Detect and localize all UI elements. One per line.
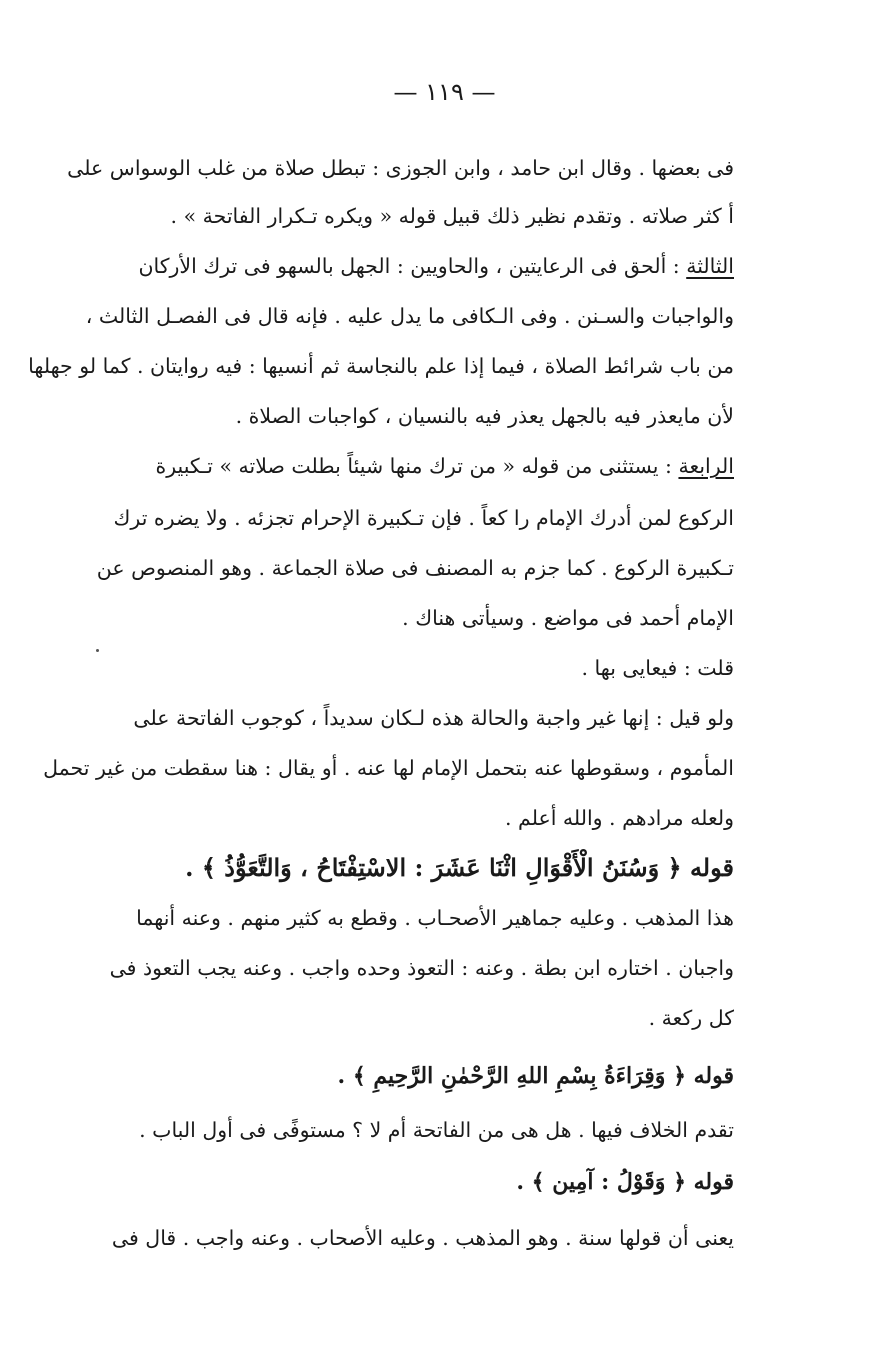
line-text: ولو قيل : إنها غير واجبة والحالة هذه لـكان سديداً ، كوجوب الفاتحة على (133, 706, 734, 730)
line-text: : يستثنى من قوله « من ترك منها شيئاً بطلت صلاته » تـكبيرة (155, 454, 679, 478)
text-line (160, 798, 734, 838)
line-text: ولعله مرادهم . والله أعلم . (505, 806, 734, 830)
line-text: يعنى أن قولها سنة . وهو المذهب . وعليه الأصحاب . وعنه واجب . قال فى (111, 1226, 734, 1250)
text-line (155, 446, 734, 486)
line-text: أ كثر صلاته . وتقدم نظير ذلك قبيل قوله « ويكره تـكرار الفاتحة » . (170, 204, 734, 228)
line-text: قوله ﴿ وَقَوْلُ : آمِين ﴾ . (516, 1169, 734, 1195)
line-text: تقدم الخلاف فيها . هل هى من الفاتحة أم لا ؟ مستوفًى فى أول الباب . (139, 1118, 734, 1142)
text-line (136, 898, 734, 938)
text-line (160, 196, 734, 236)
numbered-term: الرابعة (678, 454, 734, 478)
text-line (113, 498, 734, 538)
text-line (43, 748, 734, 788)
line-text: والواجبات والسـنن . وفى الـكافى ما يدل عليه . فإنه قال فى الفصـل الثالث ، (85, 304, 734, 328)
ink-speck (96, 649, 99, 652)
line-text: فى بعضها . وقال ابن حامد ، وابن الجوزى : تبطل صلاة من غلب الوسواس على (67, 156, 734, 180)
line-text: لأن مايعذر فيه بالجهل يعذر فيه بالنسيان ، كواجبات الصلاة . (235, 404, 734, 428)
text-line (133, 698, 734, 738)
line-text: الإمام أحمد فى مواضع . وسيأتى هناك . (402, 606, 734, 630)
text-line (111, 1218, 734, 1258)
text-line (160, 998, 734, 1038)
text-line (139, 1110, 734, 1150)
line-text: قوله ﴿ وَسُنَنُ الْأَقْوَالِ اثْنَا عَشَرَ : الاسْتِفْتَاحُ ، وَالتَّعَوُّذُ ﴾ . (185, 853, 734, 882)
section-heading-line (160, 1056, 734, 1096)
line-text: : ألحق فى الرعايتين ، والحاويين : الجهل بالسهو فى ترك الأركان (138, 254, 687, 278)
line-text: المأموم ، وسقوطها عنه بتحمل الإمام لها عنه . أو يقال : هنا سقطت من غير تحمل (43, 756, 734, 780)
line-text: تـكبيرة الركوع . كما جزم به المصنف فى صلاة الجماعة . وهو المنصوص عن (96, 556, 734, 580)
text-line (67, 148, 734, 188)
text-line (96, 548, 734, 588)
text-line (160, 648, 734, 688)
text-line (160, 396, 734, 436)
text-line (138, 246, 734, 286)
text-line (109, 948, 734, 988)
numbered-term: الثالثة (686, 254, 734, 278)
text-line (85, 296, 734, 336)
line-text: من باب شرائط الصلاة ، فيما إذا علم بالنجاسة ثم أنسيها : فيه روايتان . كما لو جهلها (28, 354, 734, 378)
section-heading-line (160, 1162, 734, 1202)
section-heading-line (160, 848, 734, 888)
line-text: قلت : فيعايى بها . (581, 656, 734, 680)
line-text: واجبان . اختاره ابن بطة . وعنه : التعوذ وحده واجب . وعنه يجب التعوذ فى (109, 956, 734, 980)
text-line (28, 346, 734, 386)
page-number: — ١١٩ — (393, 78, 496, 106)
line-text: قوله ﴿ وَقِرَاءَةُ بِسْمِ اللهِ الرَّحْمٰنِ الرَّحِيمِ ﴾ . (337, 1063, 734, 1089)
line-text: كل ركعة . (648, 1006, 734, 1030)
line-text: الركوع لمن أدرك الإمام را كعاً . فإن تـكبيرة الإحرام تجزئه . ولا يضره ترك (113, 506, 734, 530)
text-line (160, 598, 734, 638)
line-text: هذا المذهب . وعليه جماهير الأصحـاب . وقطع به كثير منهم . وعنه أنهما (136, 906, 734, 930)
